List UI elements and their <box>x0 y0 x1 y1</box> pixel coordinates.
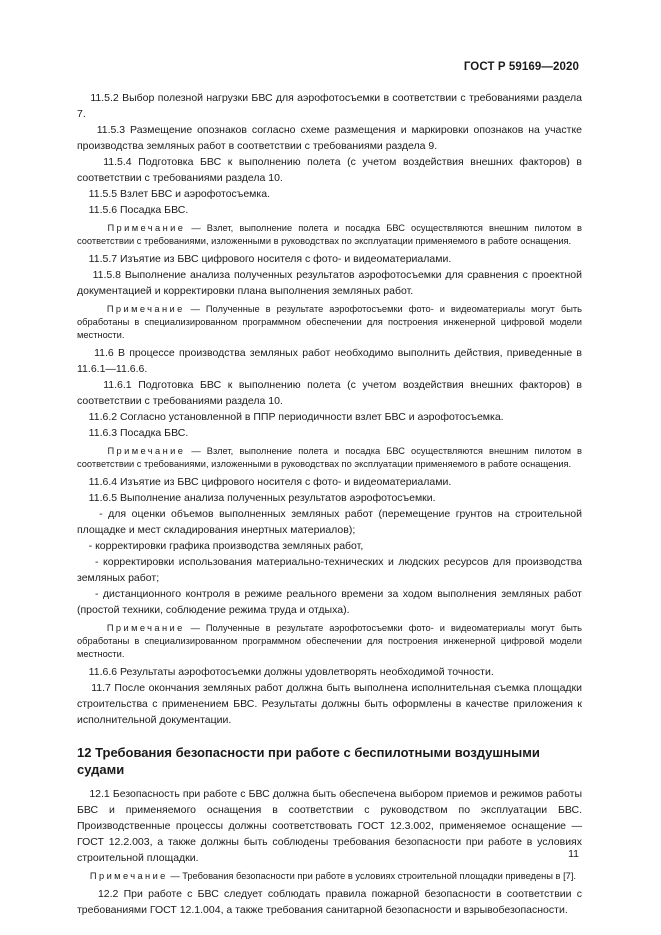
note-text: — Полученные в результате аэрофотосъемки фото- и видеоматериалы могут быть обработаны в специализированном программном обеспечении для построения инженерной цифровой модели местности. <box>77 623 582 659</box>
note-2 <box>77 303 582 342</box>
note-text: — Полученные в результате аэрофотосъемки фото- и видеоматериалы могут быть обработаны в специализированном программном обеспечении для построения инженерной цифровой модели местности. <box>77 304 582 340</box>
note-label: Примечание <box>106 623 185 633</box>
para-11-5-4: 11.5.4 Подготовка БВС к выполнению полета (с учетом воздействия внешних факторов) в соответствии с требованиями раздела 10. <box>77 156 585 184</box>
para-11-5-5: 11.5.5 Взлет БВС и аэрофотосъемка. <box>77 188 270 200</box>
note-5 <box>77 870 582 883</box>
para-11-6-6: 11.6.6 Результаты аэрофотосъемки должны удовлетворять необходимой точности. <box>77 666 494 678</box>
list-item: - дистанционного контроля в режиме реального времени за ходом выполнения земляных работ (простой техники, соблюдение режима труда и отдыха). <box>77 588 585 616</box>
para-11-6-5: 11.6.5 Выполнение анализа полученных результатов аэрофотосъемки. <box>77 492 436 504</box>
note-text: — Взлет, выполнение полета и посадка БВС осуществляются внешним пилотом в соответствии с требованиями, изложенными в руководствах по эксплуатации применяемого в работе оснащения. <box>77 446 582 469</box>
note-label: Примечание <box>107 446 186 456</box>
para-11-6-1: 11.6.1 Подготовка БВС к выполнению полета (с учетом воздействия внешних факторов) в соответствии с требованиями раздела 10. <box>77 379 585 407</box>
note-text: — Требования безопасности при работе в условиях строительной площадки приведены в [7]. <box>167 871 576 881</box>
note-label: Примечание <box>107 223 186 233</box>
note-label: Примечание <box>89 871 168 881</box>
section-12-title: 12 Требования безопасности при работе с беспилотными воздушными судами <box>77 745 540 777</box>
para-11-5-6: 11.5.6 Посадка БВС. <box>77 204 189 216</box>
page-number: 11 <box>568 848 579 860</box>
para-11-6: 11.6 В процессе производства земляных работ необходимо выполнить действия, приведенные в 11.6.1—11.6.6. <box>77 347 585 375</box>
para-11-6-4: 11.6.4 Изъятие из БВС цифрового носителя с фото- и видеоматериалами. <box>77 476 452 488</box>
note-1 <box>77 222 582 248</box>
note-4 <box>77 622 582 661</box>
page-body <box>77 90 585 918</box>
list-item: - для оценки объемов выполненных земляных работ (перемещение грунтов на строительной площадке и мест складирования инертных материалов); <box>77 508 585 536</box>
list-item: - корректировки использования материально-технических и людских ресурсов для производства земляных работ; <box>77 556 585 584</box>
list-item: - корректировки графика производства земляных работ, <box>77 540 364 552</box>
para-11-5-2: 11.5.2 Выбор полезной нагрузки БВС для аэрофотосъемки в соответствии с требованиями раздела 7. <box>77 92 585 120</box>
para-11-7: 11.7 После окончания земляных работ должна быть выполнена исполнительная съемка площадки строительства с применением БВС. Результаты должны быть оформлены в качестве приложения к исполнительной документации. <box>77 682 585 726</box>
note-label: Примечание <box>106 304 185 314</box>
para-11-5-7: 11.5.7 Изъятие из БВС цифрового носителя с фото- и видеоматериалами. <box>77 253 452 265</box>
para-11-6-2: 11.6.2 Согласно установленной в ППР периодичности взлет БВС и аэрофотосъемка. <box>77 411 504 423</box>
para-11-6-3: 11.6.3 Посадка БВС. <box>77 427 189 439</box>
para-12-1: 12.1 Безопасность при работе с БВС должна быть обеспечена выбором приемов и режимов работы БВС и применяемого оснащения в соответствии с руководством по эксплуатации БВС. Производственные процессы должны соответствовать ГОСТ 12.3.002, применяемое оснащение — ГОСТ 12.2.003, а также должны быть соблюдены требования безопасности при работе в условиях строительной площадки. <box>77 788 585 864</box>
para-11-5-8: 11.5.8 Выполнение анализа полученных результатов аэрофотосъемки для сравнения с проектной документацией и корректировки плана выполнения земляных работ. <box>77 269 585 297</box>
note-3 <box>77 445 582 471</box>
note-text: — Взлет, выполнение полета и посадка БВС осуществляются внешним пилотом в соответствии с требованиями, изложенными в руководствах по эксплуатации применяемого в работе оснащения. <box>77 223 582 246</box>
para-12-2: 12.2 При работе с БВС следует соблюдать правила пожарной безопасности в соответствии с требованиями ГОСТ 12.1.004, а также требования санитарной безопасности и взрывобезопасности. <box>77 888 585 916</box>
para-11-5-3: 11.5.3 Размещение опознаков согласно схеме размещения и маркировки опознаков на участке производства земляных работ в соответствии с требованиями раздела 9. <box>77 124 585 152</box>
document-code-header: ГОСТ Р 59169—2020 <box>463 61 579 73</box>
